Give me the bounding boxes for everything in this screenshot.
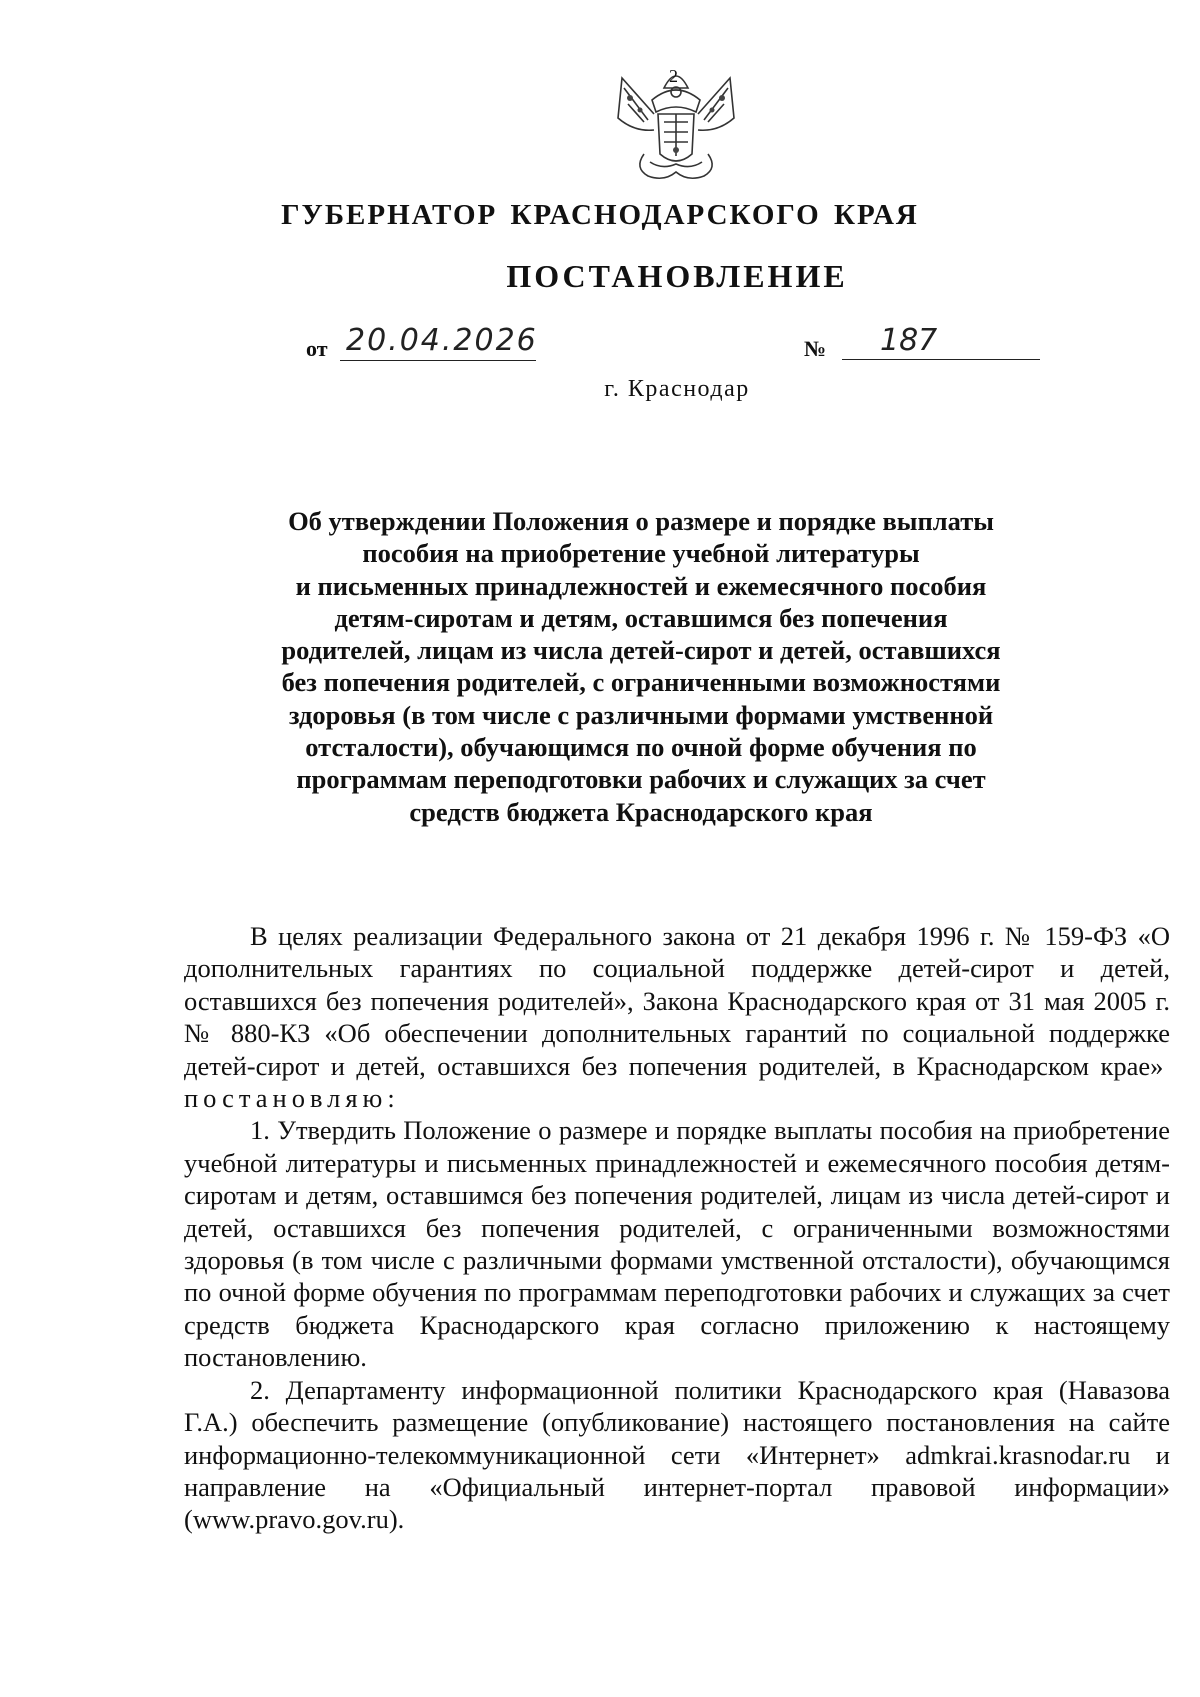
preamble-paragraph <box>184 920 1170 1114</box>
date-field: 20.04.2026 <box>340 322 536 361</box>
title-line: средств бюджета Краснодарского края <box>409 796 873 827</box>
title-line: программам переподготовки рабочих и служащих за счет <box>296 764 986 795</box>
date-prefix: от <box>306 336 328 361</box>
city: г. Краснодар <box>604 376 750 402</box>
title-line: пособия на приобретение учебной литературы <box>362 538 920 569</box>
title-line: и письменных принадлежностей и ежемесячного пособия <box>295 570 987 601</box>
document-title <box>230 505 1052 828</box>
emblem-label: 2 <box>669 66 678 86</box>
organization-title: ГУБЕРНАТОР КРАСНОДАРСКОГО КРАЯ <box>281 199 919 231</box>
coat-of-arms-emblem <box>614 58 738 184</box>
title-line: Об утверждении Положения о размере и порядке выплаты <box>288 506 994 536</box>
decree-word: постановляю: <box>184 1083 400 1114</box>
number-field: 187 <box>842 322 1040 360</box>
title-line: здоровья (в том числе с различными формами умственной <box>288 699 994 730</box>
preamble-text: В целях реализации Федерального закона от 21 декабря 1996 г. № 159-ФЗ «О дополнительных гарантиях по социальной поддержке детей-сирот и детей, оставшихся без попечения родителей», Закона Краснодарского края от 31 мая 2005 г. № 880-КЗ «Об обеспечении дополнительных гарантий по социальной поддержке детей-сирот и детей, оставшихся без попечения родителей, в Краснодарском крае» <box>184 921 1170 1081</box>
item-2-paragraph: 2. Департаменту информационной политики Краснодарского края (Навазова Г.А.) обеспечить размещение (опубликование) настоящего постановления на сайте информационно-телекоммуникационной сети «Интернет» admkrai.krasnodar.ru и направление на «Официальный интернет-портал правовой информации» (www.pravo.gov.ru). <box>184 1374 1170 1535</box>
number-prefix: № <box>804 336 827 361</box>
title-line: отсталости), обучающимся по очной форме обучения по <box>305 732 977 763</box>
date-number-line <box>306 322 1040 366</box>
document-body <box>184 920 1170 1536</box>
title-line: родителей, лицам из числа детей-сирот и детей, оставшихся <box>281 635 1001 666</box>
title-line: без попечения родителей, с ограниченными возможностями <box>281 667 1001 698</box>
item-1-paragraph: 1. Утвердить Положение о размере и порядке выплаты пособия на приобретение учебной литературы и письменных принадлежностей и ежемесячного пособия детям-сиротам и детям, оставшимся без попечения родителей, лицам из числа детей-сирот и детей, оставшихся без попечения родителей, с ограниченными возможностями здоровья (в том числе с различными формами умственной отсталости), обучающимся по очной форме обучения по программам переподготовки рабочих и служащих за счет средств бюджета Краснодарского края согласно приложению к настоящему постановлению. <box>184 1115 1170 1373</box>
title-line: детям-сиротам и детям, оставшимся без попечения <box>334 602 948 633</box>
document-type: ПОСТАНОВЛЕНИЕ <box>506 258 848 294</box>
